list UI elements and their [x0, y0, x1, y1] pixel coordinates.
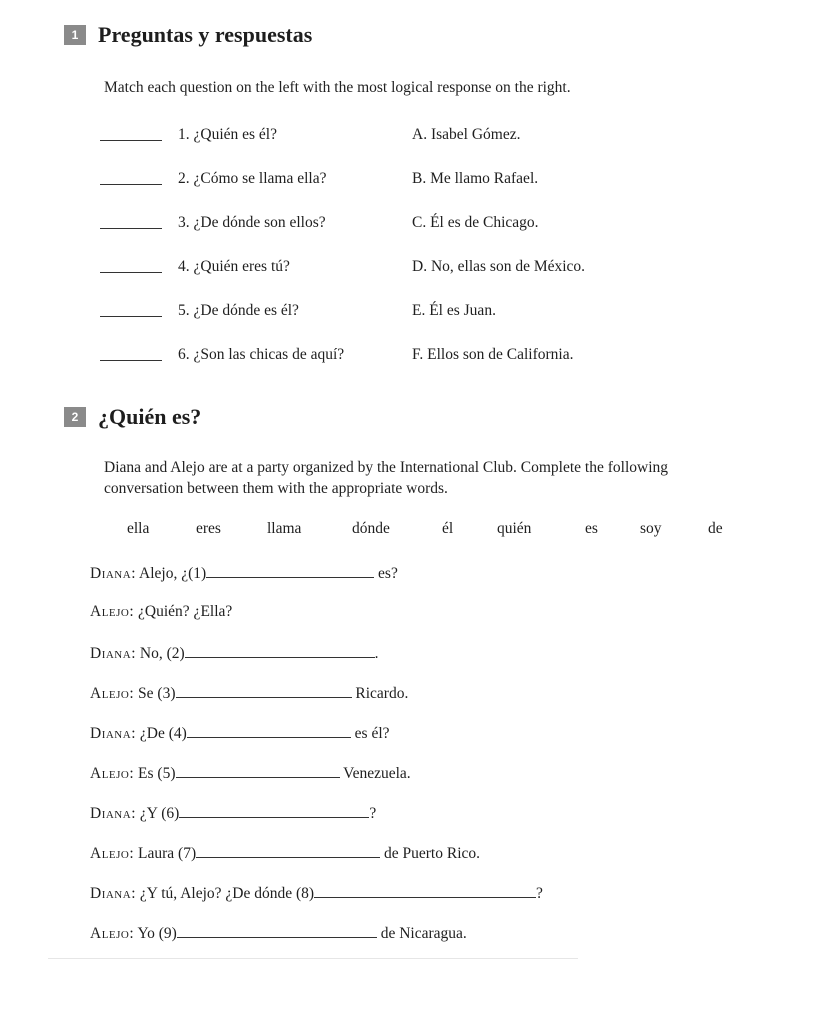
answer-blank-6[interactable]: [100, 346, 162, 361]
answer-blank-4[interactable]: [100, 258, 162, 273]
answer-blank-1[interactable]: [100, 126, 162, 141]
answer-c: C. Él es de Chicago.: [412, 214, 539, 231]
list-item: [100, 258, 586, 278]
line-text-before: ¿Y tú, Alejo? ¿De dónde (8): [139, 885, 315, 902]
word-bank-item: ella: [127, 520, 150, 537]
question-2: 2. ¿Cómo se llama ella?: [178, 170, 327, 187]
speaker-label: Alejo:: [90, 603, 135, 620]
dialogue-line: [90, 923, 467, 943]
list-item: [100, 126, 521, 146]
dialogue-line: [90, 803, 376, 823]
speaker-label: Alejo:: [90, 925, 135, 942]
fill-blank-3[interactable]: [176, 683, 352, 698]
answer-blank-5[interactable]: [100, 302, 162, 317]
speaker-label: Diana:: [90, 885, 136, 902]
word-bank-item: soy: [640, 520, 662, 537]
speaker-label: Diana:: [90, 805, 136, 822]
speaker-label: Alejo:: [90, 685, 135, 702]
answer-e: E. Él es Juan.: [412, 302, 496, 319]
line-text-before: Yo (9): [137, 925, 177, 942]
fill-blank-1[interactable]: [206, 563, 374, 578]
dialogue-line: [90, 603, 232, 621]
list-item: [100, 346, 574, 366]
line-text-before: ¿Y (6): [139, 805, 180, 822]
line-text-before: No, (2): [139, 645, 185, 662]
answer-b: B. Me llamo Rafael.: [412, 170, 539, 187]
line-text-before: ¿De (4): [139, 725, 187, 742]
line-text-after: es él?: [354, 725, 390, 742]
dialogue-line: [90, 643, 379, 663]
list-item: [100, 302, 496, 322]
fill-blank-4[interactable]: [187, 723, 351, 738]
section-2-title: ¿Quién es?: [98, 404, 202, 429]
bottom-divider: [48, 958, 578, 959]
dialogue-line: [90, 563, 398, 583]
section-2-instructions-line-2: conversation between them with the appropriate words.: [104, 480, 448, 497]
question-1: 1. ¿Quién es él?: [178, 126, 277, 143]
speaker-label: Diana:: [90, 565, 136, 582]
line-text-after: Ricardo.: [355, 685, 409, 702]
list-item: [100, 170, 539, 190]
dialogue-line: [90, 763, 411, 783]
line-text-before: Alejo, ¿(1): [139, 565, 207, 582]
question-3: 3. ¿De dónde son ellos?: [178, 214, 326, 231]
section-2-heading: [64, 404, 201, 430]
word-bank-item: llama: [267, 520, 302, 537]
dialogue-line: [90, 683, 408, 703]
question-5: 5. ¿De dónde es él?: [178, 302, 299, 319]
word-bank-item: quién: [497, 520, 532, 537]
line-text-before: ¿Quién? ¿Ella?: [138, 603, 233, 620]
fill-blank-5[interactable]: [176, 763, 340, 778]
question-4: 4. ¿Quién eres tú?: [178, 258, 290, 275]
section-2-instructions-line-1: Diana and Alejo are at a party organized by the International Club. Complete the following: [104, 459, 669, 476]
question-6: 6. ¿Son las chicas de aquí?: [178, 346, 345, 363]
dialogue-line: [90, 883, 543, 903]
line-text-before: Laura (7): [138, 845, 197, 862]
fill-blank-6[interactable]: [179, 803, 369, 818]
speaker-label: Alejo:: [90, 765, 135, 782]
fill-blank-2[interactable]: [185, 643, 375, 658]
answer-a: A. Isabel Gómez.: [412, 126, 521, 143]
word-bank-item: es: [585, 520, 598, 537]
line-text-after: ?: [536, 885, 543, 902]
word-bank-item: dónde: [352, 520, 390, 537]
section-1-badge: 1: [64, 25, 86, 45]
section-1-title: Preguntas y respuestas: [98, 22, 313, 47]
list-item: [100, 214, 539, 234]
fill-blank-8[interactable]: [314, 883, 536, 898]
answer-blank-3[interactable]: [100, 214, 162, 229]
fill-blank-7[interactable]: [196, 843, 380, 858]
speaker-label: Diana:: [90, 725, 136, 742]
dialogue-line: [90, 843, 480, 863]
line-text-after: ?: [369, 805, 377, 822]
line-text-after: de Puerto Rico.: [384, 845, 481, 862]
answer-blank-2[interactable]: [100, 170, 162, 185]
speaker-label: Alejo:: [90, 845, 135, 862]
fill-blank-9[interactable]: [177, 923, 377, 938]
line-text-after: Venezuela.: [343, 765, 411, 782]
speaker-label: Diana:: [90, 645, 136, 662]
answer-f: F. Ellos son de California.: [412, 346, 574, 363]
line-text-after: es?: [378, 565, 398, 582]
section-2-badge: 2: [64, 407, 86, 427]
line-text-before: Es (5): [138, 765, 176, 782]
line-text-after: .: [374, 645, 379, 662]
answer-d: D. No, ellas son de México.: [412, 258, 586, 275]
word-bank-item: eres: [196, 520, 221, 537]
line-text-after: de Nicaragua.: [380, 925, 467, 942]
line-text-before: Se (3): [138, 685, 176, 702]
word-bank-item: de: [708, 520, 723, 537]
dialogue-line: [90, 723, 390, 743]
section-1-heading: [64, 22, 312, 48]
word-bank-item: él: [442, 520, 454, 537]
section-1-instructions: Match each question on the left with the most logical response on the right.: [104, 79, 571, 96]
